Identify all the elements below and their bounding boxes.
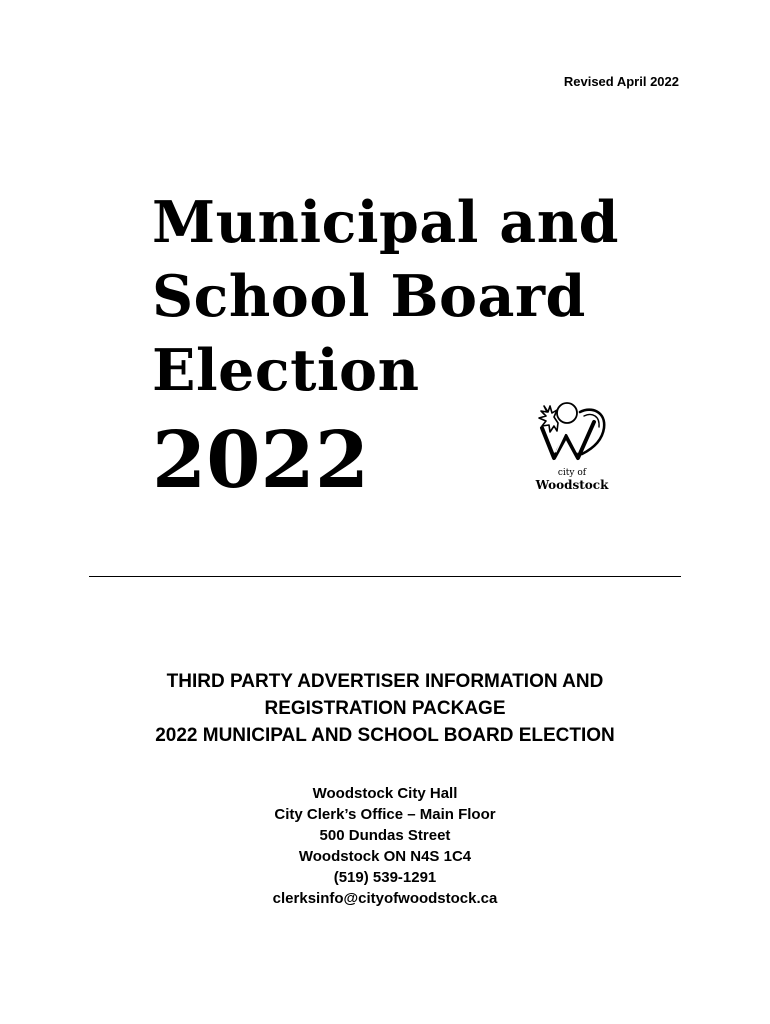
heading-line-3: 2022 MUNICIPAL AND SCHOOL BOARD ELECTION <box>155 725 615 746</box>
contact-city: Woodstock ON N4S 1C4 <box>298 848 472 865</box>
revised-date: Revised April 2022 <box>563 74 679 89</box>
contact-office: City Clerk’s Office – Main Floor <box>274 806 496 823</box>
city-of-woodstock-logo-icon <box>532 398 612 468</box>
heading-line-1: THIRD PARTY ADVERTISER INFORMATION AND <box>166 671 604 692</box>
logo-city-name: Woodstock <box>535 478 609 492</box>
contact-street: 500 Dundas Street <box>319 827 451 844</box>
title-line-3: Election <box>152 337 420 404</box>
election-year: 2022 <box>152 415 370 506</box>
logo-small-text: city of <box>557 468 587 478</box>
contact-block <box>0 783 770 909</box>
horizontal-divider <box>89 576 681 577</box>
title-line-1: Municipal and <box>152 189 620 256</box>
package-heading <box>0 668 770 749</box>
contact-building: Woodstock City Hall <box>312 785 458 802</box>
contact-email: clerksinfo@cityofwoodstock.ca <box>272 890 498 907</box>
title-line-2: School Board <box>152 263 586 330</box>
contact-phone: (519) 539-1291 <box>333 869 437 886</box>
heading-line-2: REGISTRATION PACKAGE <box>264 698 506 719</box>
city-logo <box>532 398 612 496</box>
document-title <box>152 186 619 408</box>
